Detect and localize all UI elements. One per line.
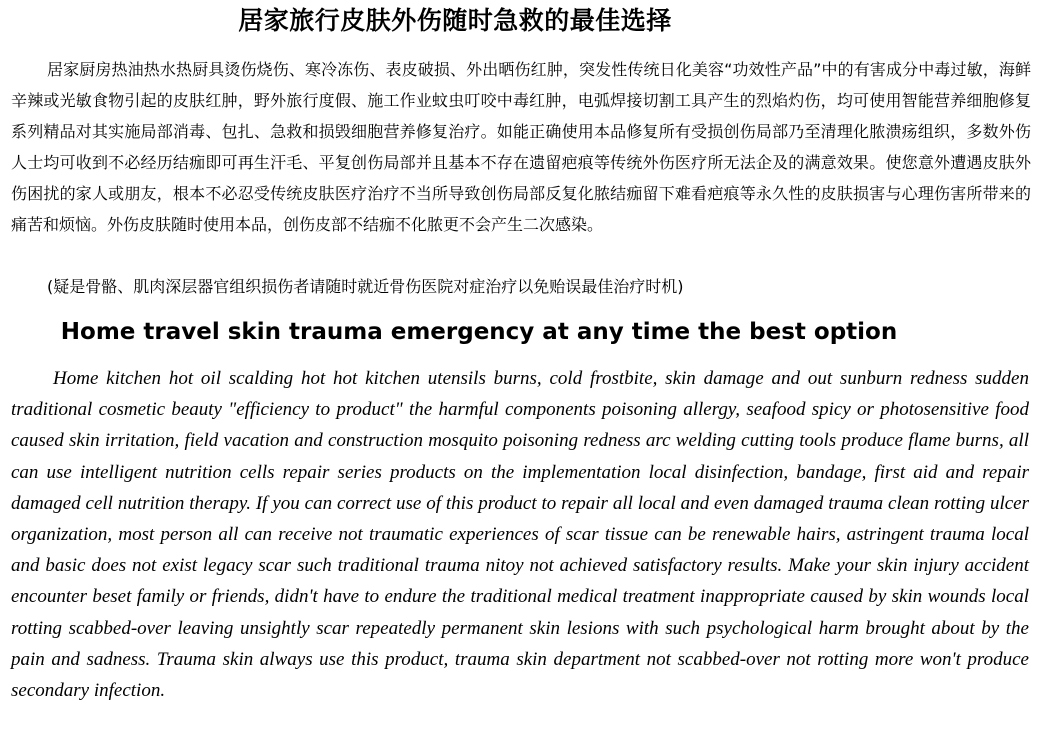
chinese-title: 居家旅行皮肤外伤随时急救的最佳选择 (238, 6, 672, 35)
chinese-note: (疑是骨骼、肌肉深层器官组织损伤者请随时就近骨伤医院对症治疗以免贻误最佳治疗时机) (47, 277, 684, 296)
chinese-body-paragraph: 居家厨房热油热水热厨具烫伤烧伤、寒冷冻伤、表皮破损、外出晒伤红肿，突发性传统日化美容“功效性产品”中的有害成分中毒过敏，海鲜辛辣或光敏食物引起的皮肤红肿，野外旅行度假、施工作业蚊虫叮咬中毒红肿，电弧焊接切割工具产生的烈焰灼伤，均可使用智能营养细胞修复系列精品对其实施局部消毒、包扎、急救和损毁细胞营养修复治疗。如能正确使用本品修复所有受损创伤局部乃至清理化脓溃疡组织，多数外伤人士均可收到不必经历结痂即可再生汗毛、平复创伤局部并且基本不存在遗留疤痕等传统外伤医疗所无法企及的满意效果。使您意外遭遇皮肤外伤困扰的家人或朋友，根本不必忍受传统皮肤医疗治疗不当所导致创伤局部反复化脓结痂留下难看疤痕等永久性的皮肤损害与心理伤害所带来的痛苦和烦恼。外伤皮肤随时使用本品，创伤皮部不结痂不化脓更不会产生二次感染。 (11, 60, 1031, 234)
english-body-paragraph: Home kitchen hot oil scalding hot hot kitchen utensils burns, cold frostbite, skin damage and out sunburn redness sudden traditional cosmetic beauty "efficiency to product" the harmful components poisoning allergy, seafood spicy or photosensitive food caused skin irritation, field vacation and construction mosquito poisoning redness arc welding cutting tools produce flame burns, all can use intelligent nutrition cells repair series products on the implementation local disinfection, bandage, first aid and repair damaged cell nutrition therapy. If you can correct use of this product to repair all local and even damaged trauma clean rotting ulcer organization, most person all can receive not traumatic experiences of scar tissue can be renewable hairs, astringent trauma local and basic does not exist legacy scar such traditional trauma nitoy not achieved satisfactory results. Make your skin injury accident encounter beset family or friends, didn't have to endure the traditional medical treatment inappropriate caused by skin wounds local rotting scabbed-over leaving unsightly scar repeatedly permanent skin lesions with such psychological harm brought about by the pain and sadness. Trauma skin always use this product, trauma skin department not scabbed-over not rotting more won't produce secondary infection. (11, 368, 1029, 702)
english-title: Home travel skin trauma emergency at any time the best option (60, 319, 898, 345)
